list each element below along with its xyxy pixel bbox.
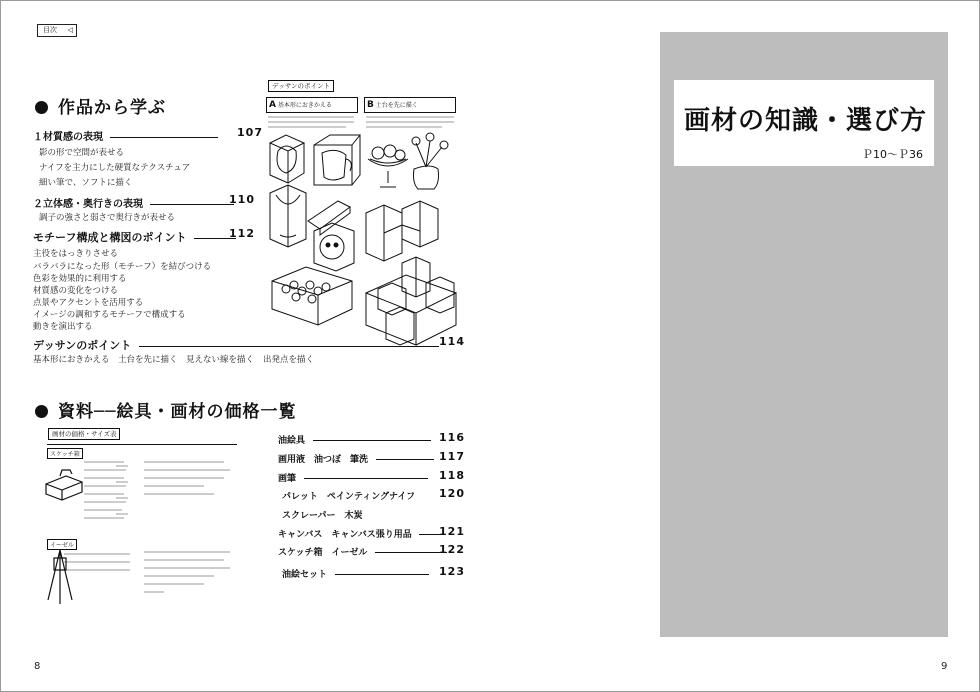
toc-entry-2[interactable]: ２立体感・奥行きの表現 110: [33, 193, 255, 210]
toc-sub: バラバラになった形（モチーフ）を結びつける: [33, 262, 212, 272]
toc-page: 122: [439, 543, 465, 556]
toc-sub: 色彩を効果的に利用する: [33, 274, 127, 284]
leader-line: [375, 552, 447, 553]
toc-sub: 見えない線を描く: [186, 355, 255, 365]
toc-entry-palette[interactable]: パレット ペインティングナイフ 120: [282, 487, 465, 502]
page-number-left: 8: [34, 661, 41, 672]
thumb-label-box: スケッチ箱: [47, 448, 83, 459]
toc-page: 114: [439, 335, 465, 348]
leader-line: [419, 534, 441, 535]
toc-entry-medium[interactable]: 画用液 油つぼ 筆洗 117: [278, 450, 465, 465]
toc-page: 118: [439, 469, 465, 482]
toc-sub: 主役をはっきりさせる: [33, 249, 119, 259]
toc-sub: イメージの調和するモチーフで構成する: [33, 310, 186, 320]
dessin-box-a: A 基本形におきかえる: [266, 97, 358, 113]
page-number-right: 9: [941, 661, 948, 672]
toc-entry-canvas[interactable]: キャンバス キャンバス張り用品 121: [278, 525, 465, 540]
toc-page: 116: [439, 431, 465, 444]
toc-sub: 調子の強さと弱さで奥行きが表せる: [39, 213, 176, 223]
toc-entry-3[interactable]: モチーフ構成と構図のポイント 112: [33, 227, 255, 244]
toc-entry-4[interactable]: デッサンのポイント 114: [33, 335, 465, 352]
contents-tab-label: 目次: [43, 26, 57, 34]
toc-page: 117: [439, 450, 465, 463]
leader-line: [376, 459, 434, 460]
toc-page: 107: [237, 126, 263, 139]
price-thumb-header: 画材の価格・サイズ表: [48, 428, 120, 440]
toc-entry-oil-paint[interactable]: 油絵具 116: [278, 431, 465, 446]
toc-page: 123: [439, 565, 465, 578]
chapter-title: 画材の知識・選び方: [684, 106, 928, 136]
toc-sub: 出発点を描く: [263, 355, 315, 365]
toc-entry-brush[interactable]: 画筆 118: [278, 469, 465, 484]
toc-sub: 土台を先に描く: [118, 355, 178, 365]
section2-heading: 資料──絵具・画材の価格一覧: [35, 397, 296, 422]
toc-entry-oil-set[interactable]: 油絵セット 123: [282, 565, 465, 580]
toc-page: 120: [439, 487, 465, 500]
toc-entry-easel[interactable]: スケッチ箱 イーゼル 122: [278, 543, 465, 558]
toc-sub: 細い筆で、ソフトに描く: [39, 178, 133, 188]
toc-entry-1[interactable]: １材質感の表現 107: [33, 126, 263, 143]
toc-page: 110: [229, 193, 255, 206]
bullet-icon: [35, 101, 48, 114]
price-thumb-illustrations: [44, 458, 240, 606]
contents-tab[interactable]: [37, 24, 77, 37]
chapter-page-range: Ｐ10～Ｐ36: [862, 148, 923, 161]
bullet-icon: [35, 405, 48, 418]
thumb-label-easel: イーゼル: [47, 539, 77, 550]
leader-line: [304, 478, 428, 479]
toc-sub: 点景やアクセントを活用する: [33, 298, 144, 308]
tab-arrow-icon: ◁: [67, 26, 73, 34]
leader-line: [150, 204, 234, 205]
toc-sub: 影の形で空間が表せる: [39, 148, 125, 158]
leader-line: [110, 137, 218, 138]
toc-sub: 動きを演出する: [33, 322, 93, 332]
divider: [47, 444, 237, 445]
section1-heading: 作品から学ぶ: [35, 93, 166, 118]
toc-sub: 基本形におきかえる: [33, 355, 110, 365]
toc-entry-scraper[interactable]: スクレーパー 木炭: [282, 511, 363, 521]
leader-line: [335, 574, 429, 575]
dessin-panel-header: デッサンのポイント: [268, 80, 334, 92]
toc-sub: ナイフを主力にした硬質なテクスチュア: [39, 163, 191, 173]
dessin-illustrations: [266, 113, 458, 353]
leader-line: [313, 440, 431, 441]
toc-page: 121: [439, 525, 465, 538]
toc-page: 112: [229, 227, 255, 240]
dessin-box-b: B 土台を先に描く: [364, 97, 456, 113]
toc-sub: 材質感の変化をつける: [33, 286, 119, 296]
